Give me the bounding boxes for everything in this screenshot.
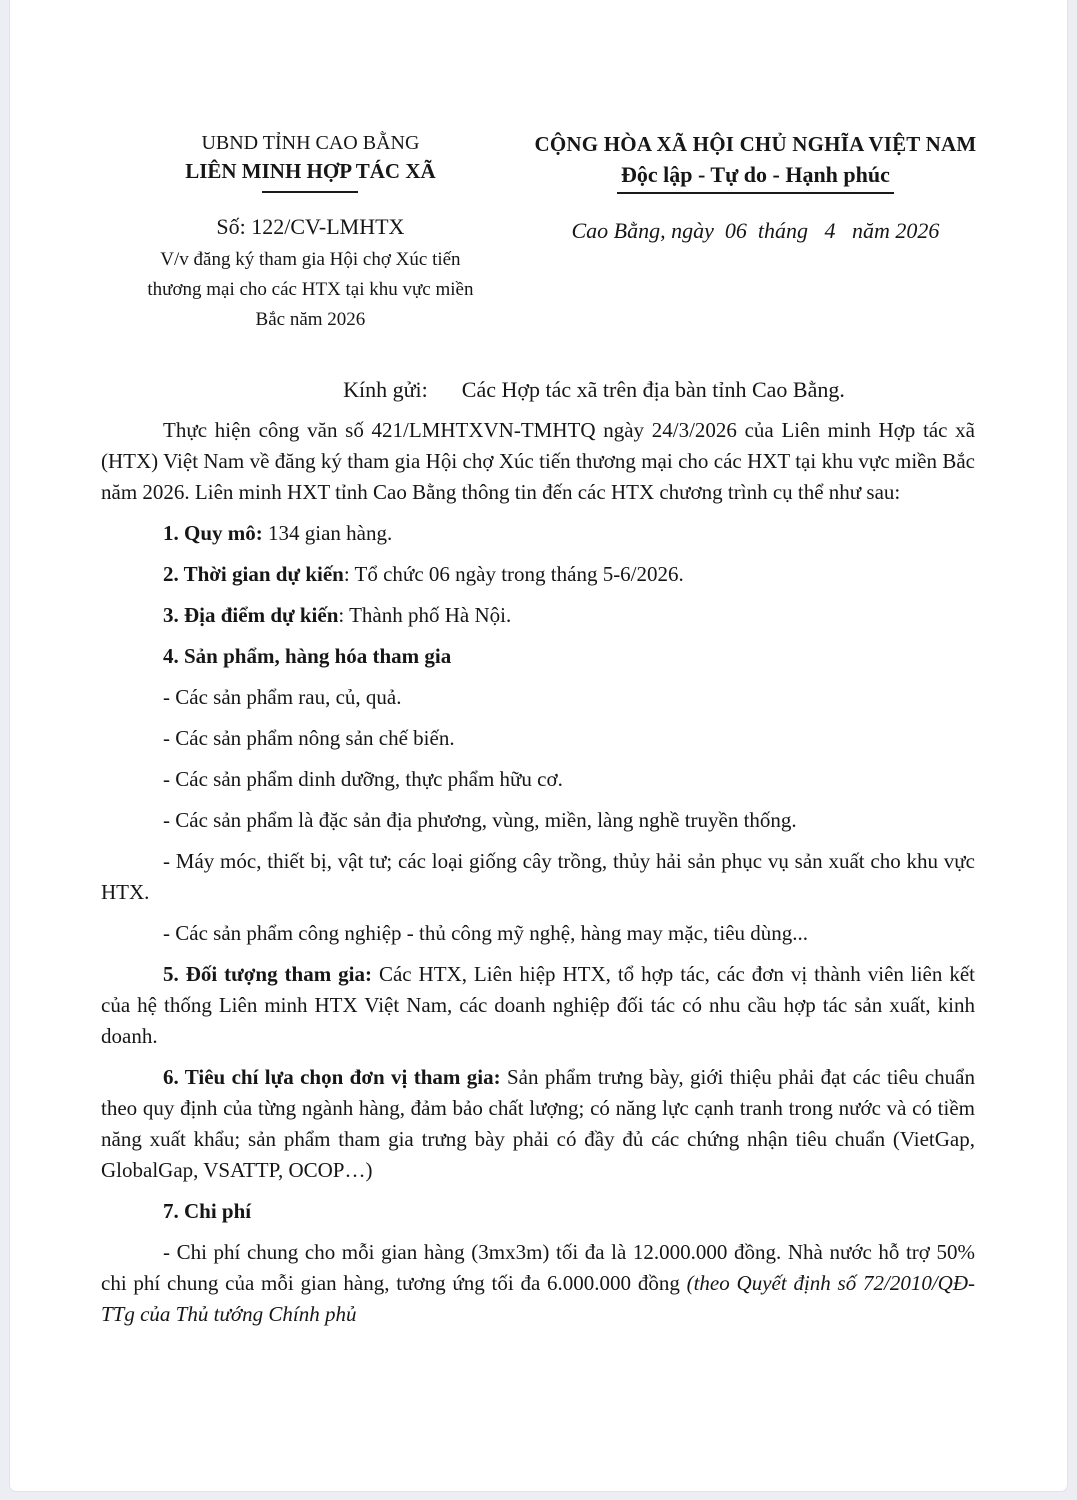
national-header-block xyxy=(520,130,991,245)
item-heading: 1. Quy mô: xyxy=(163,521,263,545)
place-date-line: Cao Bằng, ngày 06 tháng 4 năm 2026 xyxy=(571,218,940,243)
paragraph-text: Thực hiện công văn số 421/LMHTXVN-TMHTQ ngày 24/3/2026 của Liên minh Hợp tác xã (HTX) Việt Nam về đăng ký tham gia Hội chợ Xúc tiến thương mại cho các HXT tại khu vực miền Bắc năm 2026. Liên minh HXT tỉnh Cao Bằng thông tin đến các HTX chương trình cụ thể như sau: xyxy=(101,418,975,504)
bullet-text: - Các sản phẩm là đặc sản địa phương, vùng, miền, làng nghề truyền thống. xyxy=(163,808,797,832)
item-text-italic: (theo Quyết định số 72/2010/QĐ-TTg của Thủ tướng Chính phủ xyxy=(101,1271,975,1326)
paragraph-item-5 xyxy=(101,959,975,1052)
paragraph-item-4 xyxy=(101,641,975,672)
org-name: LIÊN MINH HỢP TÁC XÃ xyxy=(185,159,436,183)
item-text: : Thành phố Hà Nội. xyxy=(338,603,512,627)
recipient-label: Kính gửi: xyxy=(343,377,428,402)
bullet-item xyxy=(101,723,975,754)
org-parent-name: UBND TỈNH CAO BẰNG xyxy=(201,132,420,154)
paragraph-item-1 xyxy=(101,518,975,549)
bullet-text: - Các sản phẩm rau, củ, quả. xyxy=(163,685,402,709)
national-motto-wrap xyxy=(520,161,991,194)
recipient-inner xyxy=(343,377,845,402)
paragraph-cost-detail xyxy=(101,1237,975,1330)
paragraph-item-3 xyxy=(101,600,975,631)
item-text: Sản phẩm trưng bày, giới thiệu phải đạt các tiêu chuẩn theo quy định của từng ngành hàng, đảm bảo chất lượng; có năng lực cạnh tranh trong nước và có tiềm năng xuất khẩu; sản phẩm tham gia trưng bày phải có đầy đủ các chứng nhận tiêu chuẩn (VietGap, GlobalGap, VSATTP, OCOP…) xyxy=(101,1065,975,1182)
bullet-item xyxy=(101,805,975,836)
bullet-text: - Các sản phẩm công nghiệp - thủ công mỹ nghệ, hàng may mặc, tiêu dùng... xyxy=(163,921,809,945)
org-divider xyxy=(262,191,358,193)
item-heading: 7. Chi phí xyxy=(163,1199,252,1223)
national-motto: Độc lập - Tự do - Hạnh phúc xyxy=(617,161,894,194)
bullet-item xyxy=(101,682,975,713)
paragraph-intro xyxy=(101,415,975,508)
paragraph-item-2 xyxy=(101,559,975,590)
document-header xyxy=(101,130,975,335)
issuing-org-block xyxy=(101,130,520,335)
item-heading: 4. Sản phẩm, hàng hóa tham gia xyxy=(163,644,452,668)
item-heading: 2. Thời gian dự kiến xyxy=(163,562,344,586)
document-number: Số: 122/CV-LMHTX xyxy=(216,214,405,239)
recipient-value: Các Hợp tác xã trên địa bàn tỉnh Cao Bằng. xyxy=(461,377,845,402)
bullet-text: - Các sản phẩm nông sản chế biến. xyxy=(163,726,455,750)
document-page xyxy=(9,0,1068,1492)
recipient-line xyxy=(101,375,975,405)
paragraph-item-6 xyxy=(101,1062,975,1186)
bullet-text: - Máy móc, thiết bị, vật tư; các loại giống cây trồng, thủy hải sản phục vụ sản xuất cho khu vực HTX. xyxy=(101,849,975,904)
bullet-text: - Các sản phẩm dinh dưỡng, thực phẩm hữu cơ. xyxy=(163,767,563,791)
bullet-item xyxy=(101,764,975,795)
paragraph-item-7 xyxy=(101,1196,975,1227)
item-heading: 6. Tiêu chí lựa chọn đơn vị tham gia: xyxy=(163,1065,501,1089)
item-text: - Chi phí chung cho mỗi gian hàng (3mx3m) tối đa là 12.000.000 đồng. Nhà nước hỗ trợ 50% chi phí chung của mỗi gian hàng, tương ứng tối đa 6.000.000 đồng xyxy=(101,1240,975,1295)
national-title: CỘNG HÒA XÃ HỘI CHỦ NGHĨA VIỆT NAM xyxy=(534,132,977,156)
bullet-item xyxy=(101,846,975,908)
bullet-item xyxy=(101,918,975,949)
item-text: : Tổ chức 06 ngày trong tháng 5-6/2026. xyxy=(343,562,684,586)
item-text: Các HTX, Liên hiệp HTX, tổ hợp tác, các đơn vị thành viên liên kết của hệ thống Liên minh HTX Việt Nam, các doanh nghiệp đối tác có nhu cầu hợp tác sản xuất, kinh doanh. xyxy=(101,962,975,1048)
item-heading: 5. Đối tượng tham gia: xyxy=(163,962,372,986)
document-subject: V/v đăng ký tham gia Hội chợ Xúc tiến thương mại cho các HTX tại khu vực miền Bắc năm 2026 xyxy=(147,249,474,330)
item-text: 134 gian hàng. xyxy=(262,521,393,545)
item-heading: 3. Địa điểm dự kiến xyxy=(163,603,339,627)
document-body xyxy=(101,415,975,1330)
